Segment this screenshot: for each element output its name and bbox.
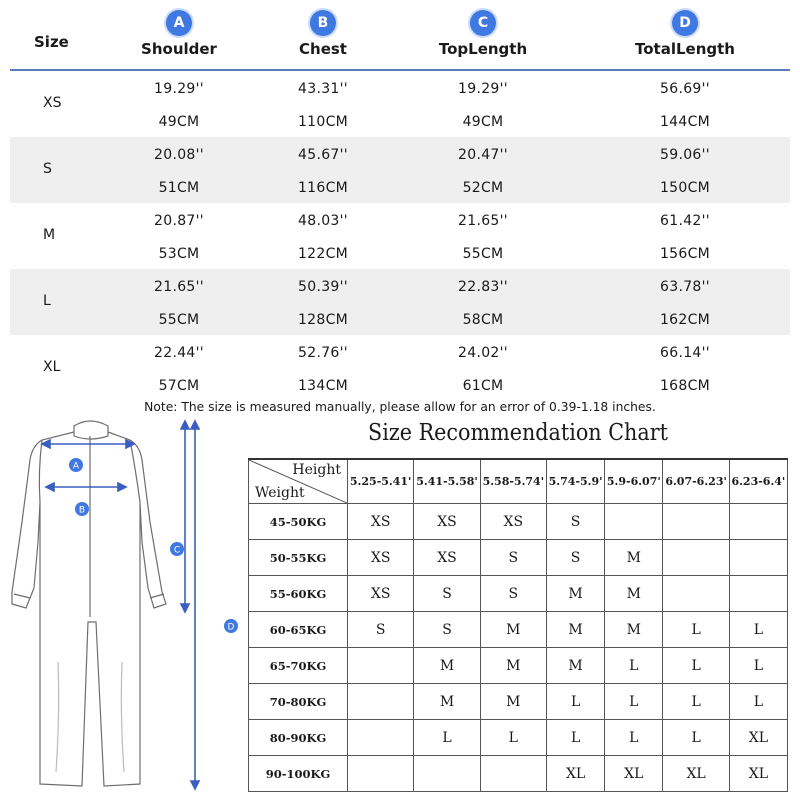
size-cell: L (729, 612, 787, 648)
weight-range: 55-60KG (249, 576, 348, 612)
badge-c: C (470, 10, 496, 36)
measurement-note: Note: The size is measured manually, please allow for an error of 0.39-1.18 inches. (144, 400, 656, 414)
inch-value: 22.44'' (154, 345, 204, 361)
size-label: XL (43, 359, 61, 375)
cm-value: 110CM (297, 114, 349, 130)
marker-c (170, 542, 184, 556)
size-cell: M (414, 648, 480, 684)
size-cell (605, 504, 663, 540)
cm-value: 61CM (462, 378, 504, 394)
size-cell: XL (605, 756, 663, 792)
height-range: 5.74-5.9' (546, 459, 604, 504)
column-chest (243, 10, 403, 58)
size-cell: M (414, 684, 480, 720)
inch-value: 21.65'' (458, 213, 508, 229)
size-cell: XL (663, 756, 729, 792)
cm-value: 162CM (659, 312, 711, 328)
size-cell (663, 504, 729, 540)
badge-a: A (166, 10, 192, 36)
inch-value: 59.06'' (660, 147, 710, 163)
size-cell: S (546, 504, 604, 540)
size-row (10, 335, 790, 401)
toplength-arrow (181, 421, 189, 612)
recommendation-row (249, 504, 788, 540)
inch-value: 66.14'' (660, 345, 710, 361)
size-cell: M (480, 684, 546, 720)
cm-value: 144CM (659, 114, 711, 130)
cm-value: 55CM (462, 246, 504, 262)
totallength-arrow (191, 421, 199, 789)
size-cell: L (663, 720, 729, 756)
badge-d: D (672, 10, 698, 36)
size-cell: L (605, 684, 663, 720)
size-cell: S (348, 612, 414, 648)
size-cell (348, 756, 414, 792)
size-cell (663, 576, 729, 612)
size-cell (348, 720, 414, 756)
size-cell: M (546, 612, 604, 648)
svg-text:A: A (72, 461, 80, 472)
size-cell: L (546, 684, 604, 720)
cm-value: 51CM (158, 180, 200, 196)
inch-value: 20.47'' (458, 147, 508, 163)
svg-text:B: B (78, 505, 86, 516)
size-cell: L (729, 684, 787, 720)
size-cell: XL (729, 720, 787, 756)
column-name: TopLength (438, 40, 528, 58)
inch-value: 48.03'' (298, 213, 348, 229)
inch-value: 24.02'' (458, 345, 508, 361)
garment-diagram (0, 412, 250, 800)
cm-value: 58CM (462, 312, 504, 328)
marker-b (75, 502, 89, 516)
weight-range: 70-80KG (249, 684, 348, 720)
size-cell: M (546, 576, 604, 612)
size-cell (729, 504, 787, 540)
column-totallength (605, 10, 765, 58)
marker-a (69, 458, 83, 472)
badge-b: B (310, 10, 336, 36)
size-cell: M (480, 648, 546, 684)
size-cell: XS (414, 504, 480, 540)
recommendation-row (249, 684, 788, 720)
corner-height-label: Height (292, 462, 341, 478)
cm-value: 49CM (462, 114, 504, 130)
marker-d (224, 619, 238, 633)
size-cell: M (480, 612, 546, 648)
size-cell (663, 540, 729, 576)
size-cell: S (480, 576, 546, 612)
height-range: 5.9-6.07' (605, 459, 663, 504)
inch-value: 21.65'' (154, 279, 204, 295)
size-cell: M (546, 648, 604, 684)
size-cell: XS (348, 504, 414, 540)
size-cell: L (663, 648, 729, 684)
size-label: XS (43, 95, 62, 111)
column-name: Chest (299, 40, 347, 58)
size-cell: S (414, 612, 480, 648)
cm-value: 150CM (659, 180, 711, 196)
size-row (10, 137, 790, 203)
size-table-header (0, 0, 800, 72)
recommendation-body (249, 459, 788, 792)
cm-value: 49CM (158, 114, 200, 130)
inch-value: 61.42'' (660, 213, 710, 229)
cm-value: 57CM (158, 378, 200, 394)
size-cell: XS (414, 540, 480, 576)
shoulder-arrow (42, 440, 134, 448)
cm-value: 128CM (297, 312, 349, 328)
size-cell: S (480, 540, 546, 576)
size-label: L (43, 293, 51, 309)
inch-value: 19.29'' (458, 81, 508, 97)
recommendation-table (248, 458, 788, 792)
weight-range: 90-100KG (249, 756, 348, 792)
size-column-label: Size (34, 33, 69, 51)
cm-value: 53CM (158, 246, 200, 262)
inch-value: 56.69'' (660, 81, 710, 97)
recommendation-row (249, 648, 788, 684)
size-cell: S (414, 576, 480, 612)
weight-range: 50-55KG (249, 540, 348, 576)
inch-value: 50.39'' (298, 279, 348, 295)
size-cell: L (605, 720, 663, 756)
size-cell (348, 684, 414, 720)
size-label: S (43, 161, 52, 177)
cm-value: 134CM (297, 378, 349, 394)
size-cell: L (663, 684, 729, 720)
column-shoulder (99, 10, 259, 58)
size-cell: XL (729, 756, 787, 792)
inch-value: 22.83'' (458, 279, 508, 295)
inch-value: 52.76'' (298, 345, 348, 361)
cm-value: 55CM (158, 312, 200, 328)
recommendation-row (249, 756, 788, 792)
size-cell: L (480, 720, 546, 756)
chest-arrow (46, 483, 126, 491)
size-cell (480, 756, 546, 792)
size-cell (348, 648, 414, 684)
size-cell (729, 540, 787, 576)
recommendation-row (249, 540, 788, 576)
height-range: 5.25-5.41' (348, 459, 414, 504)
height-range: 6.07-6.23' (663, 459, 729, 504)
corner-cell (249, 459, 348, 504)
recommendation-header-row (249, 459, 788, 504)
corner-weight-label: Weight (255, 485, 305, 501)
cm-value: 122CM (297, 246, 349, 262)
inch-value: 20.08'' (154, 147, 204, 163)
cm-value: 116CM (297, 180, 349, 196)
column-name: TotalLength (635, 40, 735, 58)
size-cell: M (605, 612, 663, 648)
cm-value: 156CM (659, 246, 711, 262)
column-toplength (403, 10, 563, 58)
inch-value: 20.87'' (154, 213, 204, 229)
recommendation-row (249, 612, 788, 648)
size-cell: L (663, 612, 729, 648)
weight-range: 45-50KG (249, 504, 348, 540)
inch-value: 63.78'' (660, 279, 710, 295)
height-range: 5.58-5.74' (480, 459, 546, 504)
height-range: 6.23-6.4' (729, 459, 787, 504)
inch-value: 45.67'' (298, 147, 348, 163)
svg-text:C: C (173, 545, 181, 556)
size-cell: S (546, 540, 604, 576)
size-row (10, 71, 790, 137)
height-range: 5.41-5.58' (414, 459, 480, 504)
weight-range: 60-65KG (249, 612, 348, 648)
recommendation-row (249, 720, 788, 756)
weight-range: 65-70KG (249, 648, 348, 684)
size-cell: L (414, 720, 480, 756)
weight-range: 80-90KG (249, 720, 348, 756)
column-name: Shoulder (141, 40, 217, 58)
size-cell: XS (348, 540, 414, 576)
size-cell (414, 756, 480, 792)
size-row (10, 203, 790, 269)
size-row (10, 269, 790, 335)
size-cell: XS (480, 504, 546, 540)
size-cell: M (605, 540, 663, 576)
recommendation-title: Size Recommendation Chart (368, 420, 668, 446)
size-cell: M (605, 576, 663, 612)
size-label: M (43, 227, 56, 243)
svg-text:D: D (227, 622, 235, 633)
inch-value: 43.31'' (298, 81, 348, 97)
recommendation-row (249, 576, 788, 612)
inch-value: 19.29'' (154, 81, 204, 97)
size-cell: L (605, 648, 663, 684)
cm-value: 52CM (462, 180, 504, 196)
size-cell: XS (348, 576, 414, 612)
size-cell: XL (546, 756, 604, 792)
cm-value: 168CM (659, 378, 711, 394)
size-cell (729, 576, 787, 612)
size-cell: L (546, 720, 604, 756)
size-cell: L (729, 648, 787, 684)
garment-outline (12, 421, 166, 786)
